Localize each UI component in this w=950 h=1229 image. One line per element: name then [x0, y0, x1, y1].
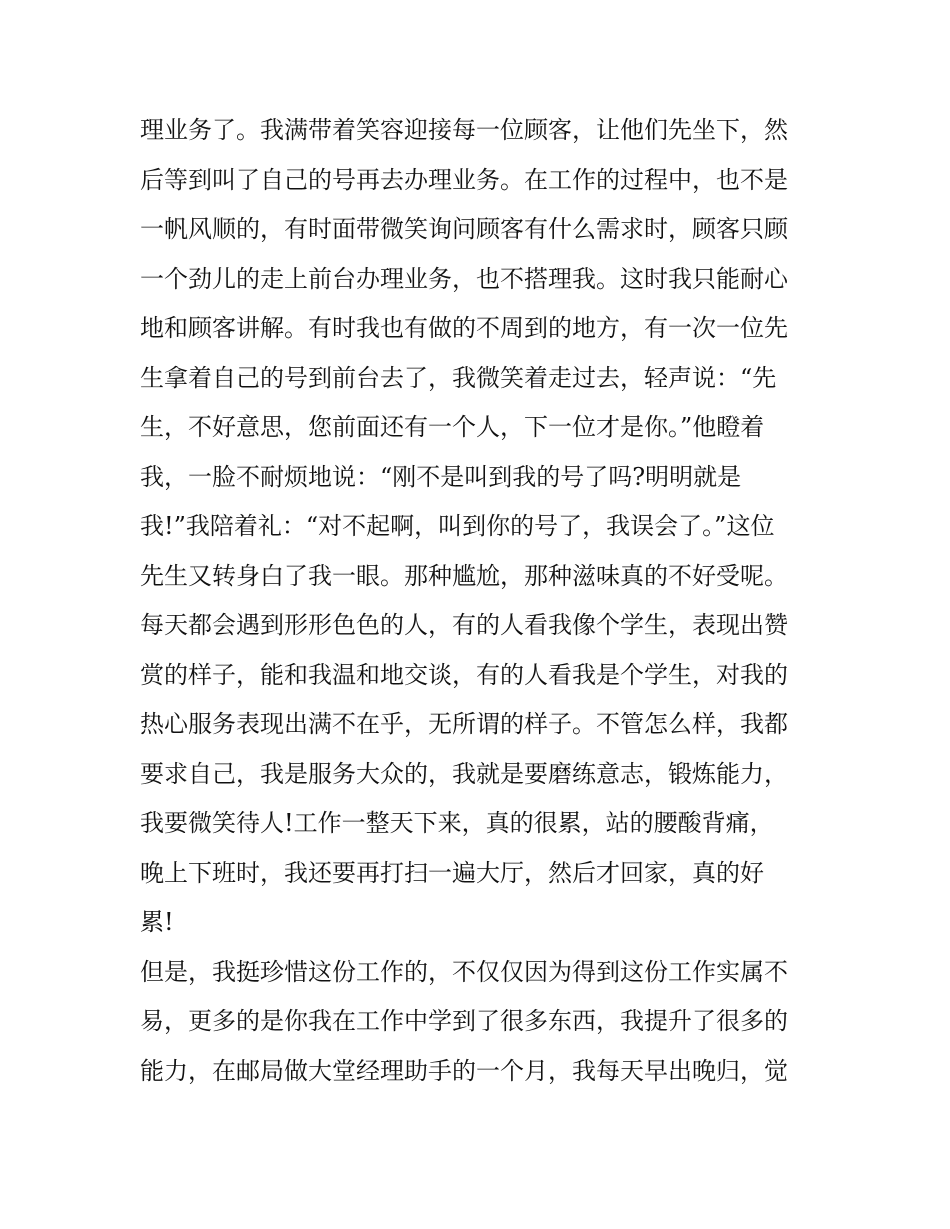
text-line: 地和顾客讲解。有时我也有做的不周到的地方，有一次一位先	[140, 314, 788, 342]
text-line: 能力，在邮局做大堂经理助手的一个月，我每天早出晚归，觉	[140, 1056, 788, 1085]
text-line: 但是，我挺珍惜这份工作的，不仅仅因为得到这份工作实属不	[140, 957, 788, 986]
text-line: 易，更多的是你我在工作中学到了很多东西，我提升了很多的	[140, 1007, 788, 1035]
text-line: 我，一脸不耐烦地说：“刚不是叫到我的号了吗?明明就是	[140, 462, 742, 491]
text-line: 我要微笑待人!工作一整天下来，真的很累，站的腰酸背痛，	[140, 809, 774, 837]
text-line: 赏的样子，能和我温和地交谈，有的人看我是个学生，对我的	[140, 660, 788, 689]
text-line: 每天都会遇到形形色色的人，有的人看我像个学生，表现出赞	[140, 611, 788, 639]
text-line: 我!”我陪着礼：“对不起啊，叫到你的号了，我误会了。”这位	[140, 512, 775, 540]
text-line: 热心服务表现出满不在乎，无所谓的样子。不管怎么样，我都	[140, 710, 788, 738]
text-line: 后等到叫了自己的号再去办理业务。在工作的过程中，也不是	[140, 165, 788, 194]
text-line: 要求自己，我是服务大众的，我就是要磨练意志，锻炼能力，	[140, 759, 788, 788]
text-line: 累!	[140, 908, 174, 936]
text-line: 生，不好意思，您前面还有一个人，下一位才是你。”他瞪着	[140, 413, 765, 441]
body-text	[140, 106, 820, 1096]
text-line: 晚上下班时，我还要再打扫一遍大厅，然后才回家，真的好	[140, 858, 764, 887]
text-line: 先生又转身白了我一眼。那种尴尬，那种滋味真的不好受呢。	[140, 561, 788, 590]
text-line: 生拿着自己的号到前台去了，我微笑着走过去，轻声说：“先	[140, 363, 777, 392]
text-line: 一帆风顺的，有时面带微笑询问顾客有什么需求时，顾客只顾	[140, 215, 788, 243]
text-line: 理业务了。我满带着笑容迎接每一位顾客，让他们先坐下，然	[140, 116, 788, 144]
text-line: 一个劲儿的走上前台办理业务，也不搭理我。这时我只能耐心	[140, 264, 788, 293]
